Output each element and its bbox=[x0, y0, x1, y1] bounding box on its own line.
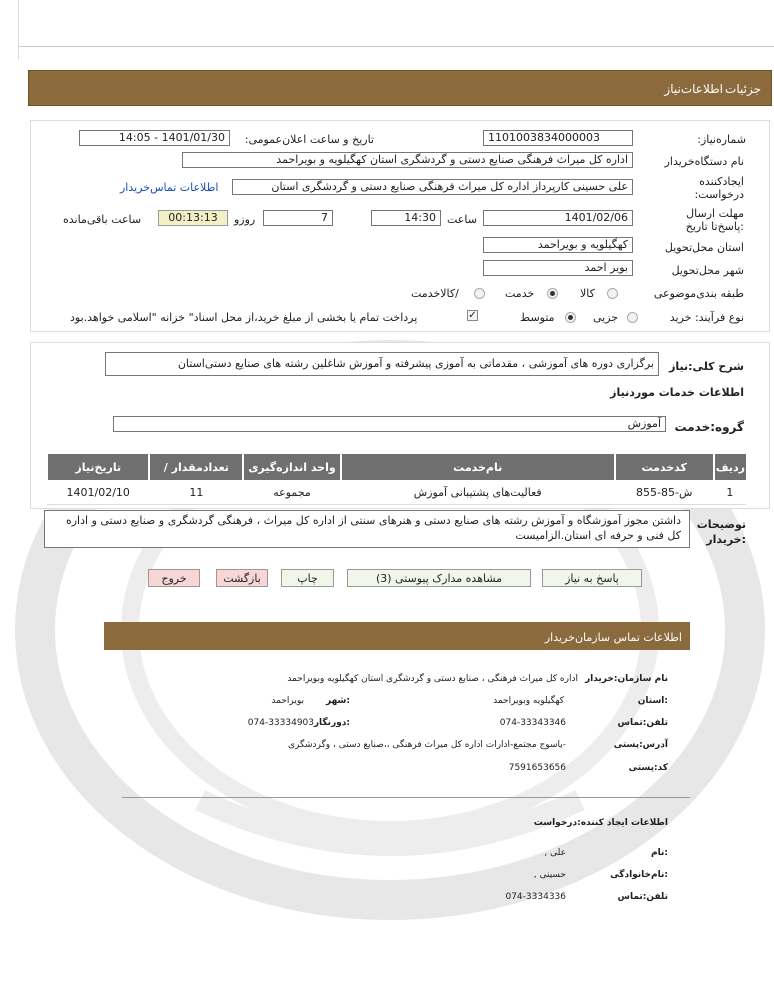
deadline-time-label: ساعت bbox=[447, 213, 477, 226]
city-label: شهر محل‌تحویل bbox=[671, 264, 744, 277]
province-field: کهگیلویه و بویراحمد bbox=[483, 237, 633, 253]
table-header-row bbox=[47, 454, 746, 480]
city-field: بویر احمد bbox=[483, 260, 633, 276]
left-border bbox=[18, 0, 19, 60]
category-label: طبقه بندی‌موضوعی bbox=[653, 287, 744, 300]
cell-service-code: ش-85-855 bbox=[615, 480, 714, 505]
attachments-button[interactable]: مشاهده مدارک پیوستی (3) bbox=[347, 569, 531, 587]
category-service-label: خدمت bbox=[505, 287, 535, 300]
col-row: ردیف bbox=[714, 454, 746, 480]
deadline-time-field: 14:30 bbox=[371, 210, 441, 226]
deadline-label: مهلت ارسال :پاسخ‌تا تاریخ bbox=[685, 207, 744, 233]
services-table bbox=[46, 454, 746, 505]
buyer-contact-link[interactable]: اطلاعات تماس‌خریدار bbox=[120, 181, 219, 194]
services-title: اطلاعات خدمات موردنیاز bbox=[610, 386, 744, 399]
category-service-radio[interactable] bbox=[547, 288, 558, 299]
days-field: 7 bbox=[263, 210, 333, 226]
col-unit: واحد اندازه‌گیری bbox=[243, 454, 341, 480]
creator-label: ایجادکننده درخواست: bbox=[694, 175, 744, 201]
col-quantity: تعدادمقدار / bbox=[149, 454, 243, 480]
category-goods-service-label: /کالاخدمت bbox=[411, 287, 459, 300]
category-goods-service-radio[interactable] bbox=[474, 288, 485, 299]
contact-province-label: :استان bbox=[637, 696, 668, 706]
contact-province: کهگیلویه وبویراحمد bbox=[493, 696, 564, 706]
announce-label: تاریخ و ساعت اعلان‌عمومی: bbox=[244, 133, 374, 146]
notes-field: داشتن مجوز آموزشگاه و آموزش رشته های صنایع دستی و هنرهای سنتی از اداره کل میراث ، فرهنگی گردشگری و صنایع دستی و اداره کل فنی و حرفه ای استان.الزامیست bbox=[44, 510, 690, 548]
col-service-name: نام‌خدمت bbox=[341, 454, 615, 480]
contact-org-label: نام سازمان:خریدار bbox=[584, 674, 668, 684]
contact-phone-label: تلفن:تماس bbox=[617, 718, 668, 728]
category-goods-radio[interactable] bbox=[607, 288, 618, 299]
payment-checkbox[interactable]: ✓ bbox=[468, 310, 477, 321]
contact-org: اداره کل میراث فرهنگی ، صنایع دستی و گردشگری استان کهگیلویه وبویراحمد bbox=[287, 674, 578, 684]
group-label: گروه:خدمت bbox=[674, 420, 744, 434]
contact-divider bbox=[122, 797, 690, 798]
tab-need-info[interactable]: اطلاعات‌نیاز bbox=[664, 82, 723, 96]
tab-details[interactable]: جزئیات bbox=[725, 82, 761, 96]
exit-button[interactable]: خروج bbox=[148, 569, 200, 587]
category-goods-label: کالا bbox=[580, 287, 595, 300]
process-label: نوع فرآیند: خرید bbox=[669, 311, 744, 324]
cell-unit: مجموعه bbox=[243, 480, 341, 505]
cell-row: 1 bbox=[714, 480, 746, 505]
col-service-code: کدخدمت bbox=[615, 454, 714, 480]
contact-postal: 7591653656 bbox=[508, 763, 566, 773]
contact-fax-label: :دورنگار bbox=[313, 718, 350, 728]
creator-name-label: :نام bbox=[651, 848, 668, 858]
creator-family: حسینی , bbox=[533, 870, 566, 880]
contact-fax: 074-33334903 bbox=[247, 718, 314, 728]
page-header bbox=[28, 70, 772, 106]
days-label: روزو bbox=[234, 213, 256, 226]
province-label: استان محل‌تحویل bbox=[664, 241, 744, 254]
buyer-org-label: نام دستگاه‌خریدار bbox=[664, 155, 744, 168]
contact-header bbox=[104, 622, 690, 650]
group-field: آموزش bbox=[113, 416, 666, 432]
contact-phone: 074-33343346 bbox=[499, 718, 566, 728]
creator-phone: 074-3334336 bbox=[505, 892, 566, 902]
notes-label: توضیحات :خریدار bbox=[696, 518, 746, 546]
cell-need-date: 1401/02/10 bbox=[47, 480, 149, 505]
summary-field: برگزاری دوره های آموزشی ، مقدماتی به آموزی پیشرفته و آموزش شاغلین رشته های صنایع دستی‌استان bbox=[105, 352, 659, 376]
need-number-field: 1101003834000003 bbox=[483, 130, 633, 146]
top-divider bbox=[18, 46, 774, 47]
payment-note: پرداخت تمام یا بخشی از مبلغ خرید،از محل اسناد" خزانه "اسلامی خواهد.بود bbox=[70, 311, 418, 324]
need-number-label: شماره‌نیاز: bbox=[697, 133, 746, 146]
buyer-org-field: اداره کل میراث فرهنگی صنایع دستی و گردشگری استان کهگیلویه و بویراحمد bbox=[182, 152, 633, 168]
col-need-date: تاریخ‌نیاز bbox=[47, 454, 149, 480]
deadline-date-field: 1401/02/06 bbox=[483, 210, 633, 226]
contact-city-label: :شهر bbox=[326, 696, 350, 706]
process-partial-label: جزیی bbox=[593, 311, 619, 324]
remaining-label: ساعت باقی‌مانده bbox=[63, 213, 142, 226]
summary-label: شرح کلی:نیاز bbox=[669, 360, 744, 373]
contact-title: اطلاعات تماس سازمان‌خریدار bbox=[544, 631, 682, 644]
cell-quantity: 11 bbox=[149, 480, 243, 505]
creator-name: علی , bbox=[544, 848, 566, 858]
creator-family-label: :نام‌خانوادگی bbox=[610, 870, 668, 880]
process-medium-radio[interactable] bbox=[565, 312, 576, 323]
table-row bbox=[47, 480, 746, 505]
remaining-timer: 00:13:13 bbox=[158, 210, 228, 226]
creator-phone-label: تلفن:تماس bbox=[617, 892, 668, 902]
print-button[interactable]: چاپ bbox=[281, 569, 334, 587]
contact-postal-label: کد:پستی bbox=[628, 763, 668, 773]
reply-button[interactable]: پاسخ به نیاز bbox=[542, 569, 642, 587]
back-button[interactable]: بازگشت bbox=[216, 569, 268, 587]
contact-city: بویراحمد bbox=[271, 696, 304, 706]
process-medium-label: متوسط bbox=[520, 311, 555, 324]
creator-info-title: اطلاعات ایجاد کننده:درخواست bbox=[533, 818, 668, 828]
contact-address: -یاسوج مجتمع-ادارات اداره کل میراث فرهنگی ،،صنایع دستی ، وگردشگری bbox=[287, 740, 566, 750]
creator-field: علی حسینی کارپرداز اداره کل میراث فرهنگی صنایع دستی و گردشگری استان bbox=[232, 179, 633, 195]
contact-address-label: آدرس:پستی bbox=[613, 740, 668, 750]
process-partial-radio[interactable] bbox=[627, 312, 638, 323]
announce-datetime-field: 1401/01/30 - 14:05 bbox=[79, 130, 230, 146]
cell-service-name: فعالیت‌های پشتیبانی آموزش bbox=[341, 480, 615, 505]
